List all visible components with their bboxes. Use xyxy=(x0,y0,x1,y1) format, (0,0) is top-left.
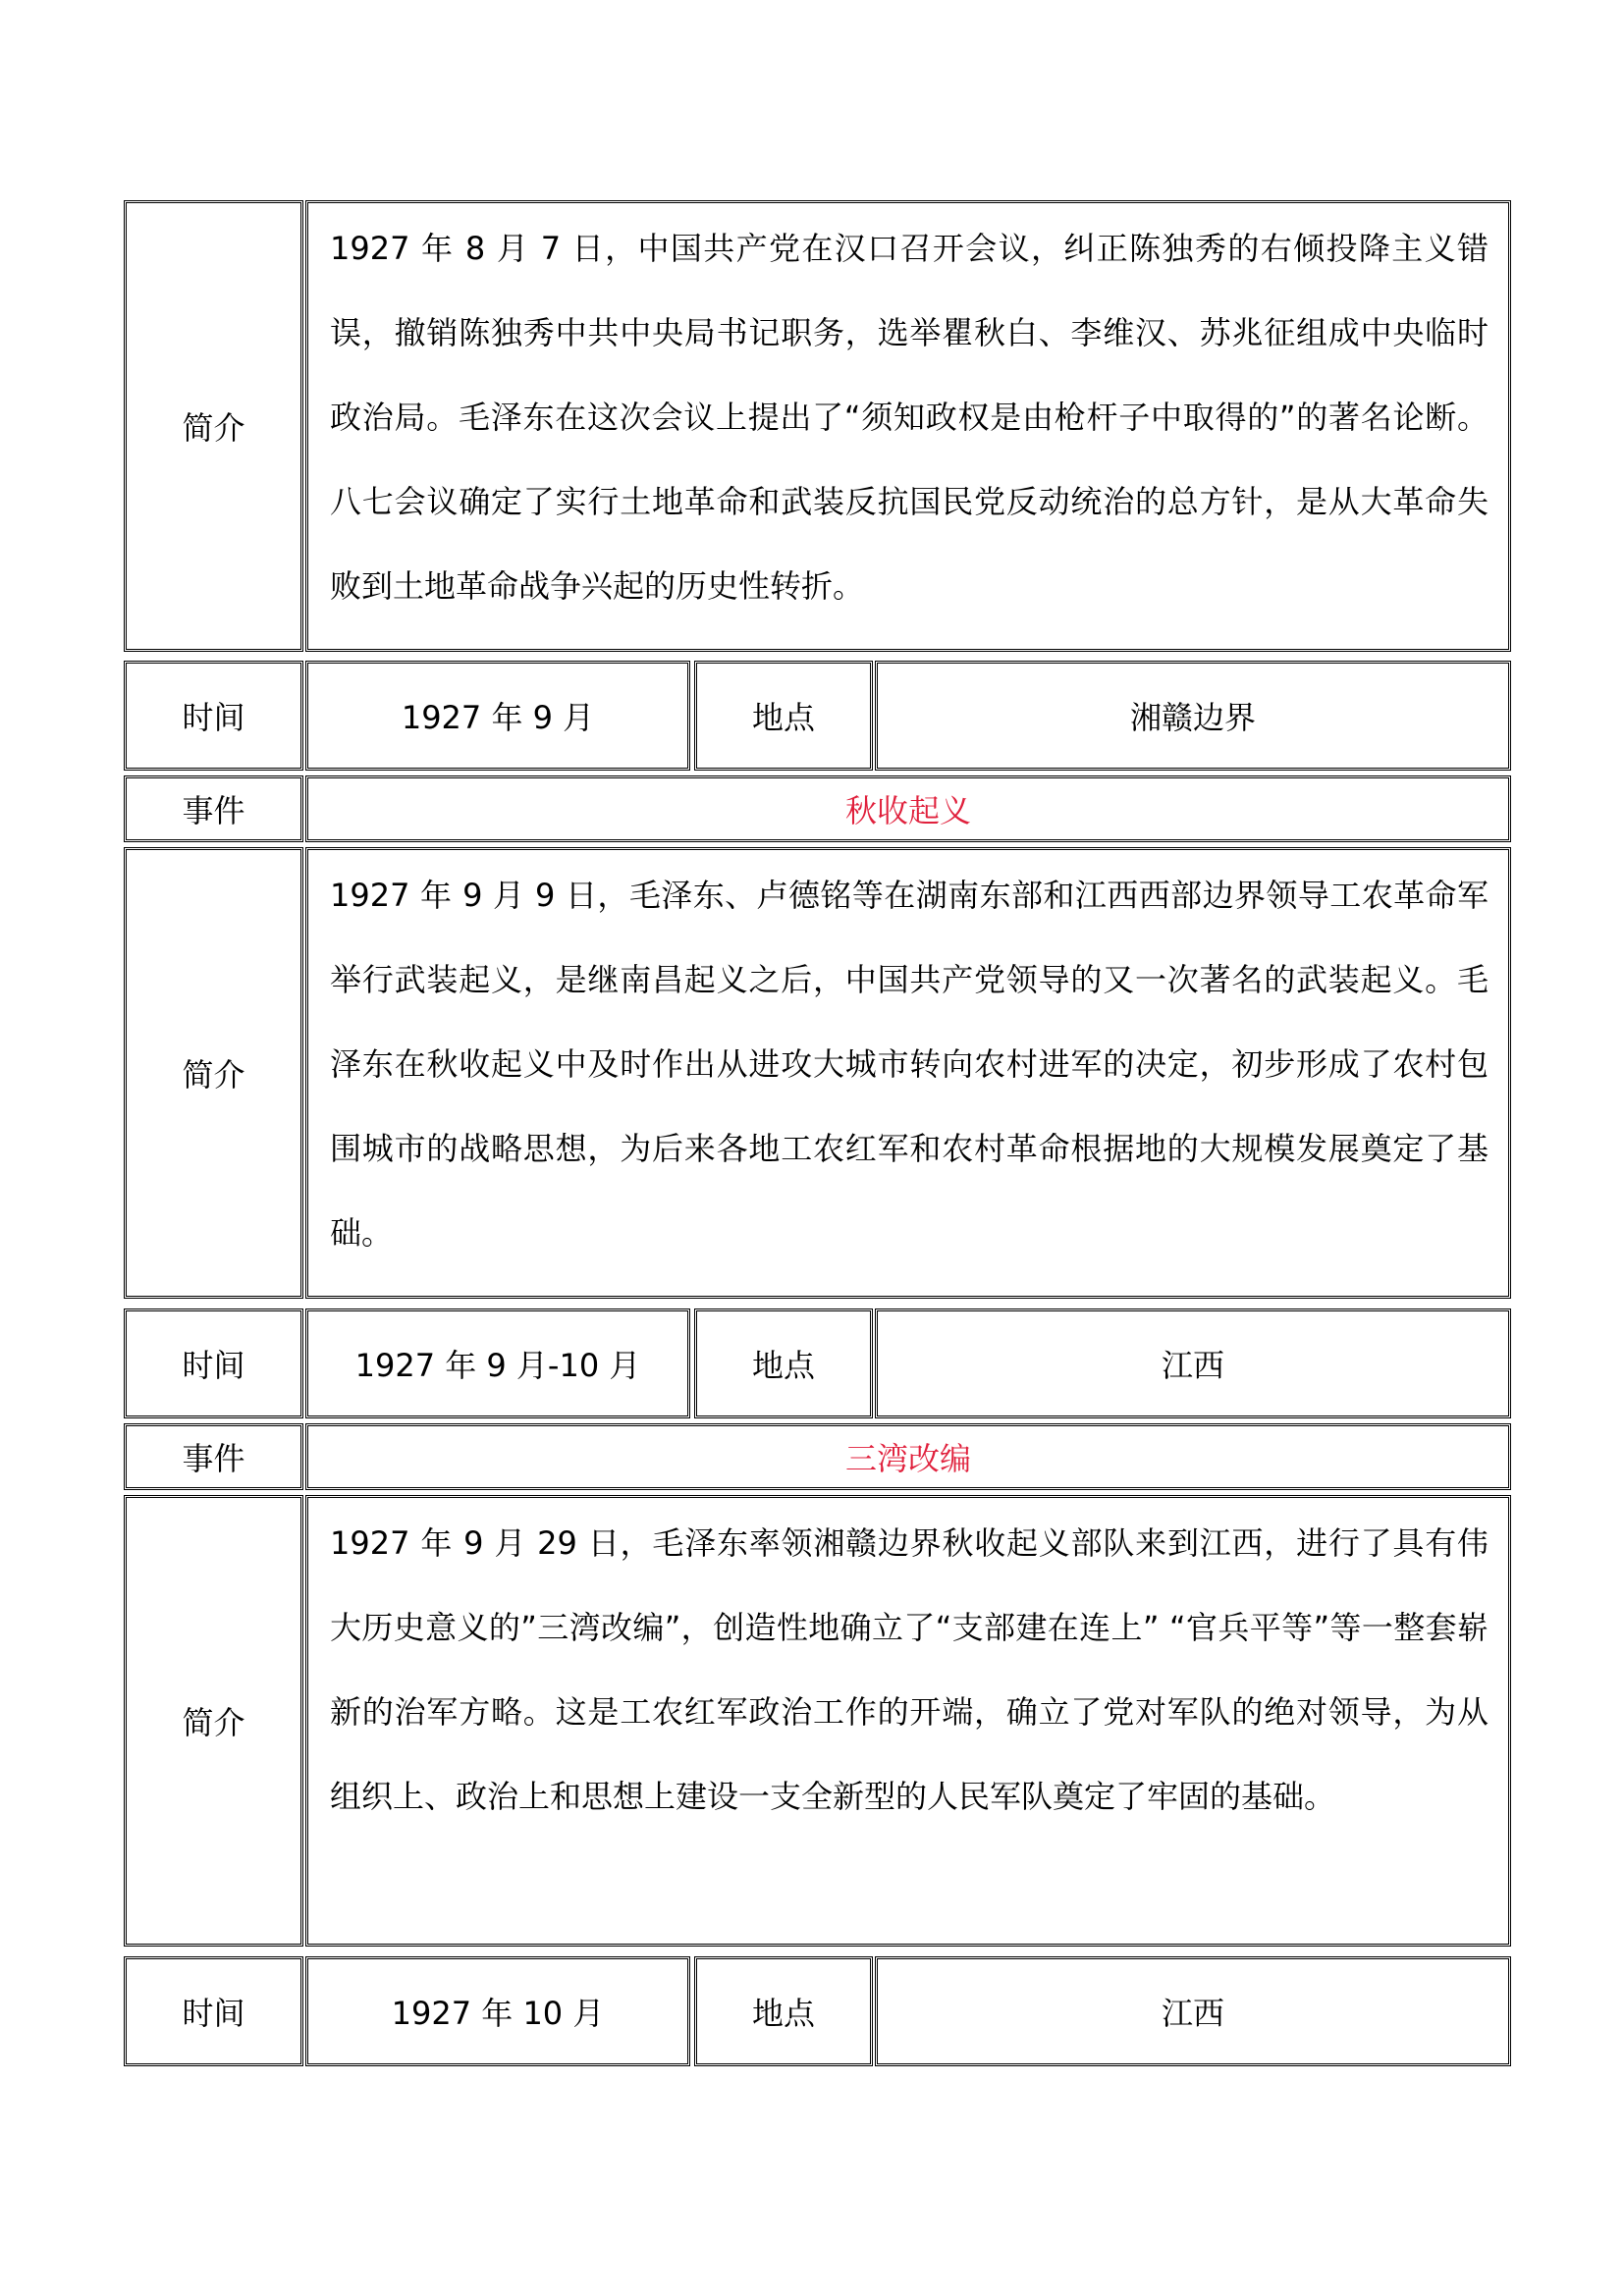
place-value xyxy=(875,661,1511,771)
place-value xyxy=(875,1308,1511,1418)
intro-text-cell xyxy=(305,1495,1511,1947)
event-value xyxy=(305,775,1511,842)
place-value-text: 湘赣边界 xyxy=(1129,699,1256,736)
intro-text: 1927 年 9 月 9 日，毛泽东、卢德铭等在湖南东部和江西西部边界领导工农革命军举行武装起义，是继南昌起义之后，中国共产党领导的又一次著名的武装起义。毛泽东在秋收起义中及时作出从进攻大城市转向农村进军的决定，初步形成了农村包围城市的战略思想，为后来各地工农红军和农村革命根据地的大规模发展奠定了基础。 xyxy=(330,877,1489,1252)
place-label-text: 地点 xyxy=(751,699,815,736)
time-value xyxy=(305,661,690,771)
time-value xyxy=(305,1308,690,1418)
intro-text: 1927 年 9 月 29 日，毛泽东率领湘赣边界秋收起义部队来到江西，进行了具有伟大历史意义的”三湾改编”，创造性地确立了“支部建在连上” “官兵平等”等一整套崭新的治军方略。这是工农红军政治工作的开端，确立了党对军队的绝对领导，为从组织上、政治上和思想上建设一支全新型的人民军队奠定了牢固的基础。 xyxy=(330,1524,1489,1815)
intro-label xyxy=(124,847,303,1299)
event-label xyxy=(124,775,303,842)
intro-label-text: 简介 xyxy=(182,1056,245,1094)
time-label-text: 时间 xyxy=(182,1995,245,2032)
event-label-text: 事件 xyxy=(182,1440,245,1477)
intro-label xyxy=(124,1495,303,1947)
event-value-text: 秋收起义 xyxy=(844,792,971,829)
place-value-text: 江西 xyxy=(1161,1995,1224,2032)
time-value-text: 1927 年 10 月 xyxy=(391,1995,605,2032)
time-label xyxy=(124,661,303,771)
event-label xyxy=(124,1423,303,1490)
place-value xyxy=(875,1956,1511,2066)
place-label xyxy=(694,1956,873,2066)
intro-text-cell xyxy=(305,200,1511,652)
place-value-text: 江西 xyxy=(1161,1347,1224,1384)
place-label xyxy=(694,1308,873,1418)
time-label xyxy=(124,1308,303,1418)
intro-text-cell xyxy=(305,847,1511,1299)
intro-label-text: 简介 xyxy=(182,409,245,447)
time-label-text: 时间 xyxy=(182,699,245,736)
place-label xyxy=(694,661,873,771)
intro-label-text: 简介 xyxy=(182,1704,245,1741)
event-value xyxy=(305,1423,1511,1490)
event-label-text: 事件 xyxy=(182,792,245,829)
time-value-text: 1927 年 9 月 xyxy=(401,699,595,736)
place-label-text: 地点 xyxy=(751,1995,815,2032)
intro-label xyxy=(124,200,303,652)
time-label-text: 时间 xyxy=(182,1347,245,1384)
time-value xyxy=(305,1956,690,2066)
event-value-text: 三湾改编 xyxy=(844,1440,971,1477)
time-value-text: 1927 年 9 月-10 月 xyxy=(354,1347,641,1384)
time-label xyxy=(124,1956,303,2066)
place-label-text: 地点 xyxy=(751,1347,815,1384)
intro-text: 1927 年 8 月 7 日，中国共产党在汉口召开会议，纠正陈独秀的右倾投降主义错误，撤销陈独秀中共中央局书记职务，选举瞿秋白、李维汉、苏兆征组成中央临时政治局。毛泽东在这次会议上提出了“须知政权是由枪杆子中取得的”的著名论断。八七会议确定了实行土地革命和武装反抗国民党反动统治的总方针，是从大革命失败到土地革命战争兴起的历史性转折。 xyxy=(330,230,1489,605)
